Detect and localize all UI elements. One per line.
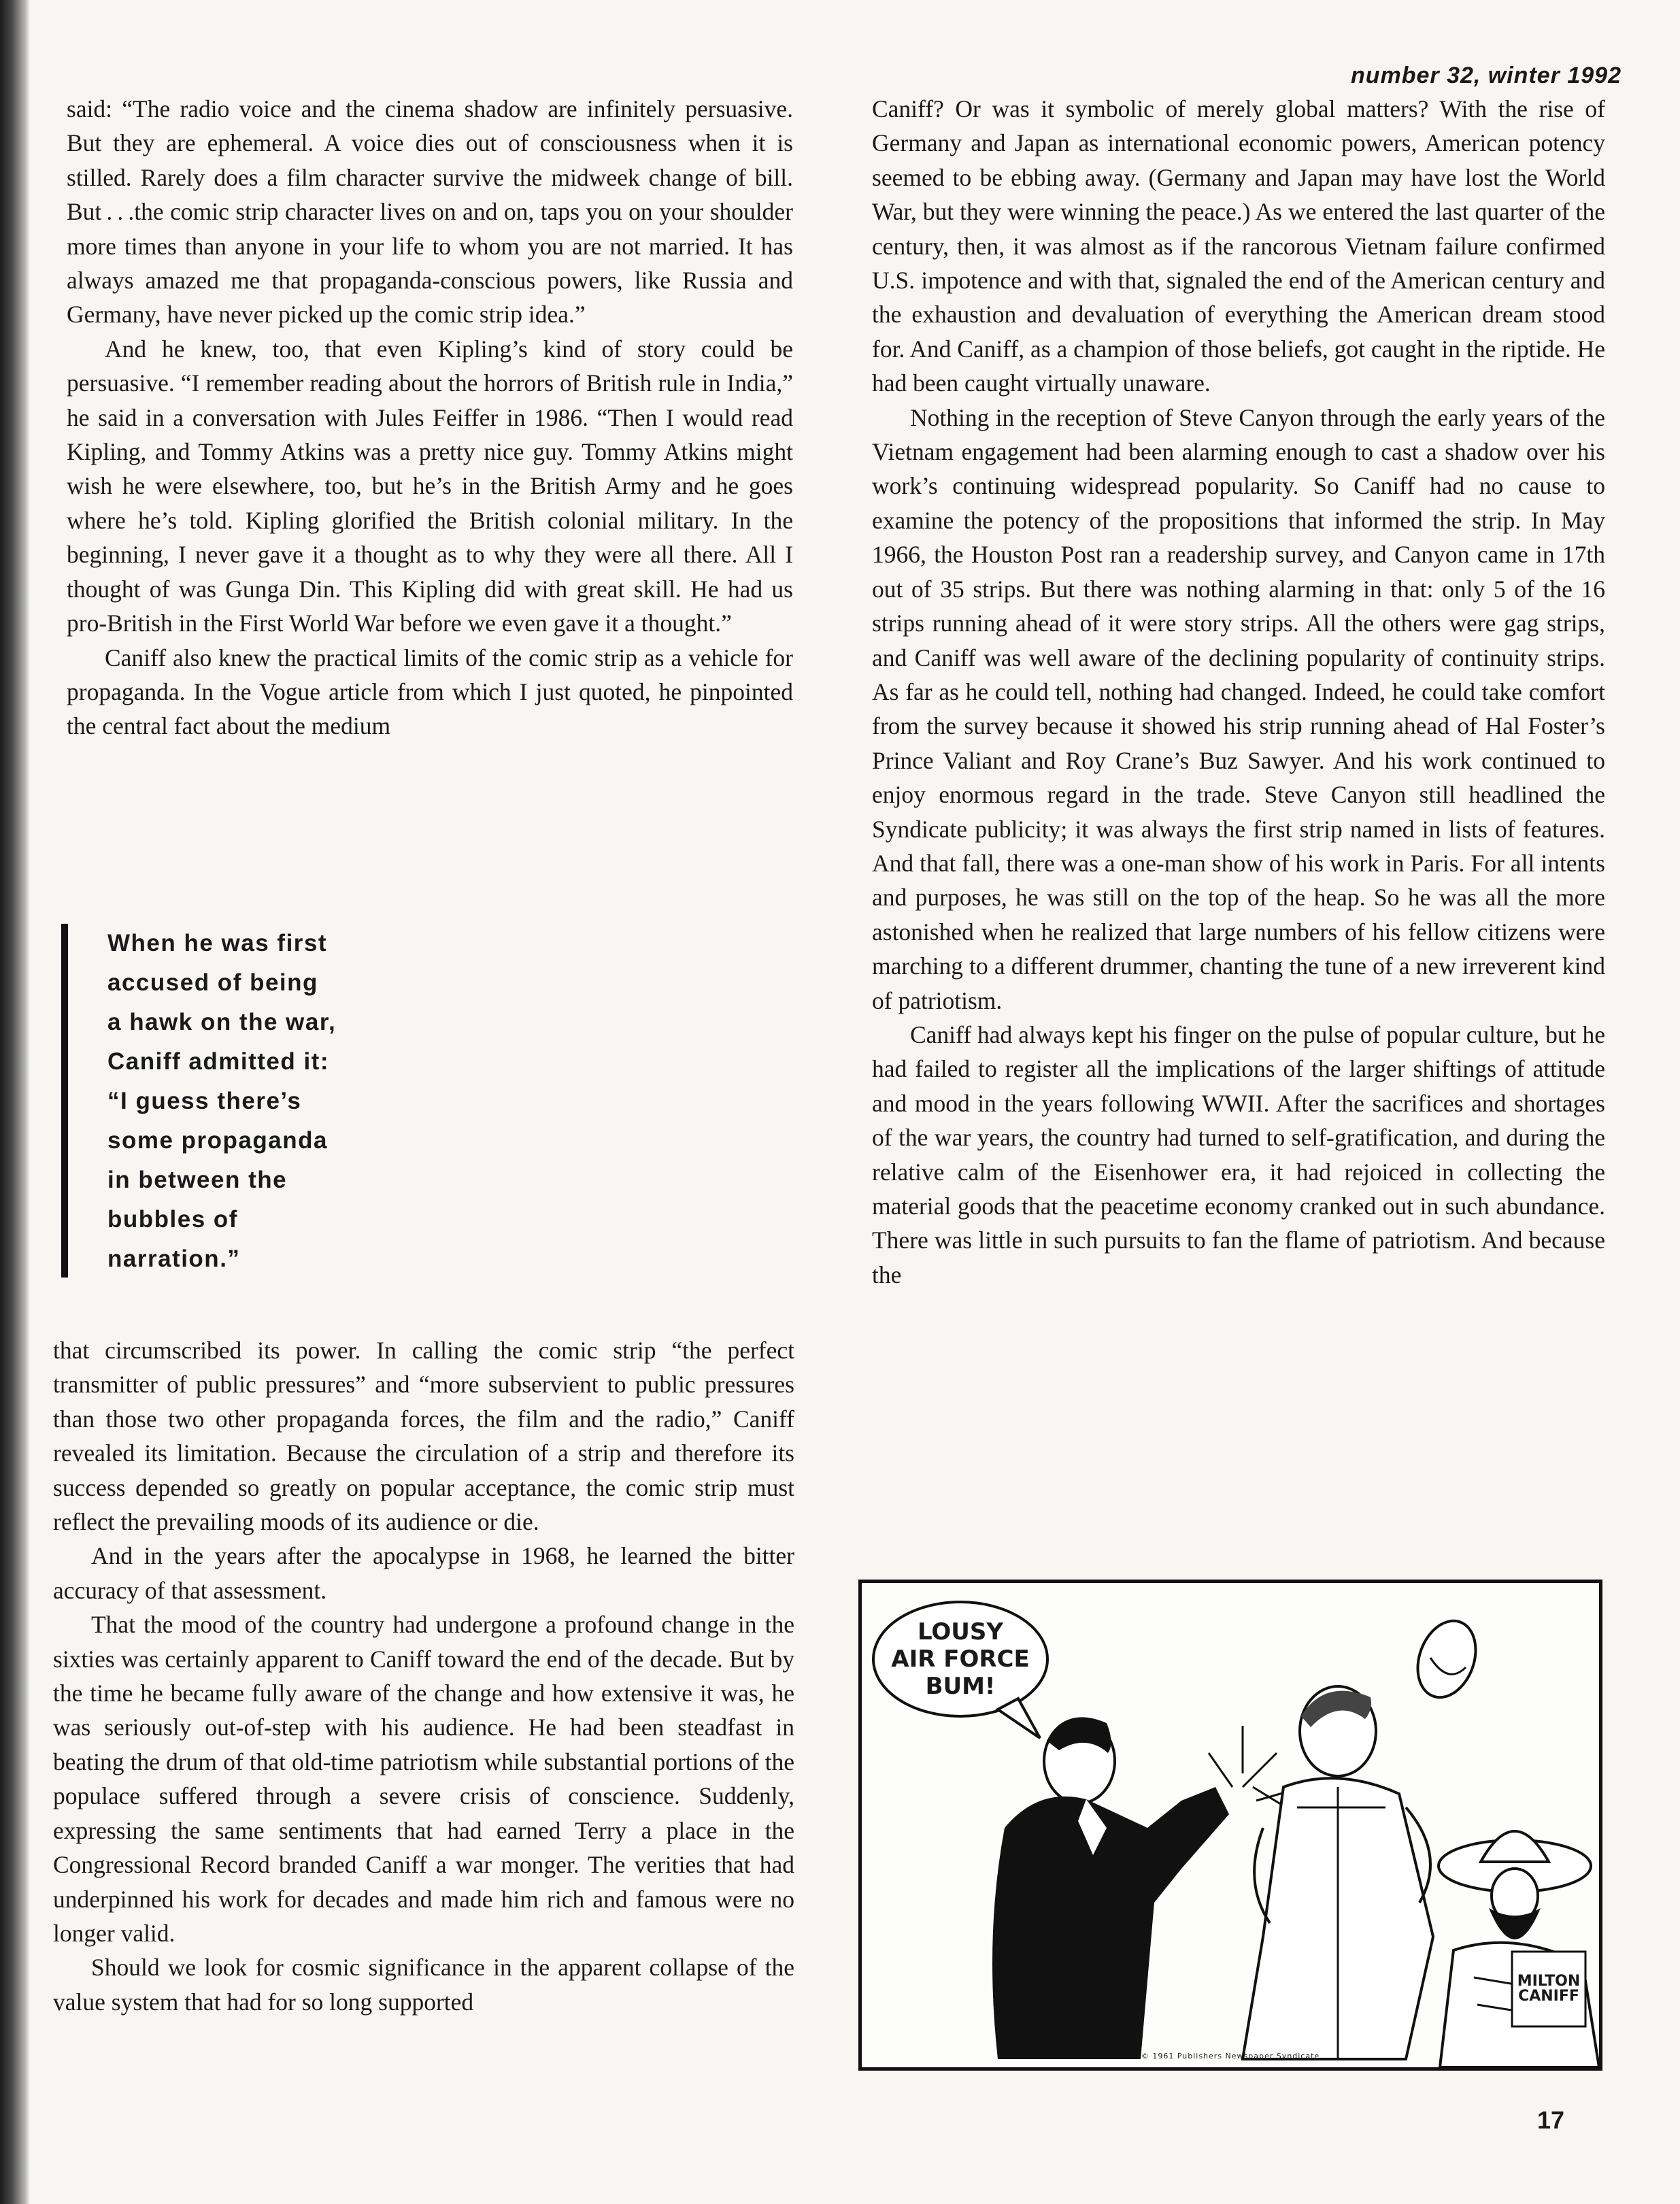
pull-quote-line: “I guess there’s (107, 1088, 302, 1114)
paragraph: said: “The radio voice and the cinema shadow are infinitely persuasive. But they are ephemeral. A voice dies out of consciousness when it is stilled. Rarely does a film character survive the midweek change of bill. But . . .the comic strip character lives on and on, taps you on your shoulder more times than anyone in your life to whom you are not married. It has always amazed me that propaganda-conscious powers, like Russia and Germany, have never picked up the comic strip idea.” (67, 95, 793, 329)
page-binding-shadow (0, 0, 30, 2204)
page-number: 17 (1537, 2106, 1565, 2134)
left-column-bottom (53, 1333, 794, 2019)
pull-quote-line: a hawk on the war, (107, 1009, 337, 1035)
comic-copyright: © 1961 Publishers Newspaper Syndicate (1141, 2052, 1320, 2060)
speech-line: BUM! (925, 1673, 996, 1700)
pull-quote-line: When he was first (107, 930, 328, 956)
signature-line: MILTON (1517, 1973, 1581, 1990)
comic-panel (858, 1580, 1602, 2071)
pull-quote-line: narration.” (107, 1246, 241, 1272)
paragraph: That the mood of the country had undergone a profound change in the sixties was certainly apparent to Caniff toward the end of the decade. But by the time he became fully aware of the change and how extensive it was, he was seriously out-of-step with his audience. He had been steadfast in beating the drum of that old-time patriotism while substantial portions of the populace suffered through a severe crisis of conscience. Suddenly, expressing the same sentiments that had earned Terry a place in the Congressional Record branded Caniff a war monger. The verities that had underpinned his work for decades and made him rich and famous were no longer valid. (53, 1611, 794, 1947)
issue-header: number 32, winter 1992 (1350, 63, 1622, 88)
pull-quote-line: in between the (107, 1167, 288, 1193)
paragraph: Nothing in the reception of Steve Canyon through the early years of the Vietnam engagement had been alarming enough to cast a shadow over his work’s continuing widespread popularity. So Caniff had no cause to examine the potency of the propositions that informed the strip. In May 1966, the Houston Post ran a readership survey, and Canyon came in 17th out of 35 strips. But there was nothing alarming in that: only 5 of the 16 strips running ahead of it were story strips. All the others were gag strips, and Caniff was well aware of the declining popularity of continuity strips. As far as he could tell, nothing had changed. Indeed, he could take comfort from the survey because it showed his strip running ahead of Hal Foster’s Prince Valiant and Roy Crane’s Buz Sawyer. And his work continued to enjoy enormous regard in the trade. Steve Canyon still headlined the Syndicate publicity; it was always the first strip named in lists of features. And that fall, there was a one-man show of his work in Paris. For all intents and purposes, he was still on the top of the heap. So he was all the more astonished when he realized that large numbers of his fellow citizens were marching to a different drummer, chanting the tune of a new irreverent kind of patriotism. (872, 403, 1605, 1014)
pull-quote-line: some propaganda (107, 1127, 328, 1154)
air-force-officer (1243, 1686, 1433, 2059)
paragraph: Caniff? Or was it symbolic of merely global matters? With the rise of Germany and Japan as international economic powers, American potency seemed to be ebbing away. (Germany and Japan may have lost the World War, but they were winning the peace.) As we entered the last quarter of the century, then, it was almost as if the rancorous Vietnam failure confirmed U.S. impotence and with that, signaled the end of the American century and the exhaustion and devaluation of everything the American dream stood for. And Caniff, as a champion of those beliefs, got caught in the riptide. He had been caught virtually unaware. (872, 95, 1605, 397)
pull-quote-line: bubbles of (107, 1206, 238, 1233)
speech-bubble-text (873, 1602, 1048, 1716)
pull-quote-line: accused of being (107, 969, 318, 996)
paragraph: Caniff also knew the practical limits of the comic strip as a vehicle for propaganda. In the Vogue article from which I just quoted, he pinpointed the central fact about the medium (67, 644, 793, 740)
pull-quote-line: Caniff admitted it: (107, 1048, 329, 1075)
signature-line: CANIFF (1518, 1988, 1579, 2005)
paragraph: Should we look for cosmic significance in the apparent collapse of the value system that had for so long supported (53, 1954, 794, 2016)
artist-signature (1516, 1956, 1581, 2022)
paragraph: Caniff had always kept his finger on the pulse of popular culture, but he had failed to register all the implications of the larger shiftings of attitude and mood in the years following WWII. After the sacrifices and shortages of the war years, the country had turned to self-gratification, and during the relative calm of the Eisenhower era, it had rejoiced in collecting the material goods that the peacetime economy cranked out in such abundance. There was little in such pursuits to fan the flame of patriotism. And because the (872, 1020, 1605, 1288)
left-column-top (67, 92, 793, 744)
bearded-man-sombrero (1439, 1831, 1599, 2067)
speech-line: AIR FORCE (891, 1646, 1030, 1673)
paragraph: that circumscribed its power. In calling the comic strip “the perfect transmitter of public pressures” and “more subservient to public pressures than those two other propaganda forces, the film and the radio,” Caniff revealed its limitation. Because the circulation of a strip and therefore its success depended so greatly on popular acceptance, the comic strip must reflect the prevailing moods of its audience or die. (53, 1337, 794, 1536)
speech-line: LOUSY (917, 1618, 1004, 1646)
right-column (872, 92, 1605, 1292)
pull-quote (61, 924, 415, 1278)
paragraph: And he knew, too, that even Kipling’s kind of story could be persuasive. “I remember reading about the horrors of British rule in India,” he said in a conversation with Jules Feiffer in 1986. “Then I would read Kipling, and Tommy Atkins was a pretty nice guy. Tommy Atkins might wish he were elsewhere, too, but he’s in the British Army and he goes where he’s told. Kipling glorified the British colonial military. In the beginning, I never gave it a thought as to why they were all there. All I thought of was Gunga Din. This Kipling did with great skill. He had us pro-British in the First World War before we even gave it a thought.” (67, 335, 793, 637)
flying-cap (1408, 1613, 1486, 1705)
paragraph: And in the years after the apocalypse in 1968, he learned the bitter accuracy of that assessment. (53, 1542, 794, 1604)
man-in-suit (992, 1717, 1229, 2059)
